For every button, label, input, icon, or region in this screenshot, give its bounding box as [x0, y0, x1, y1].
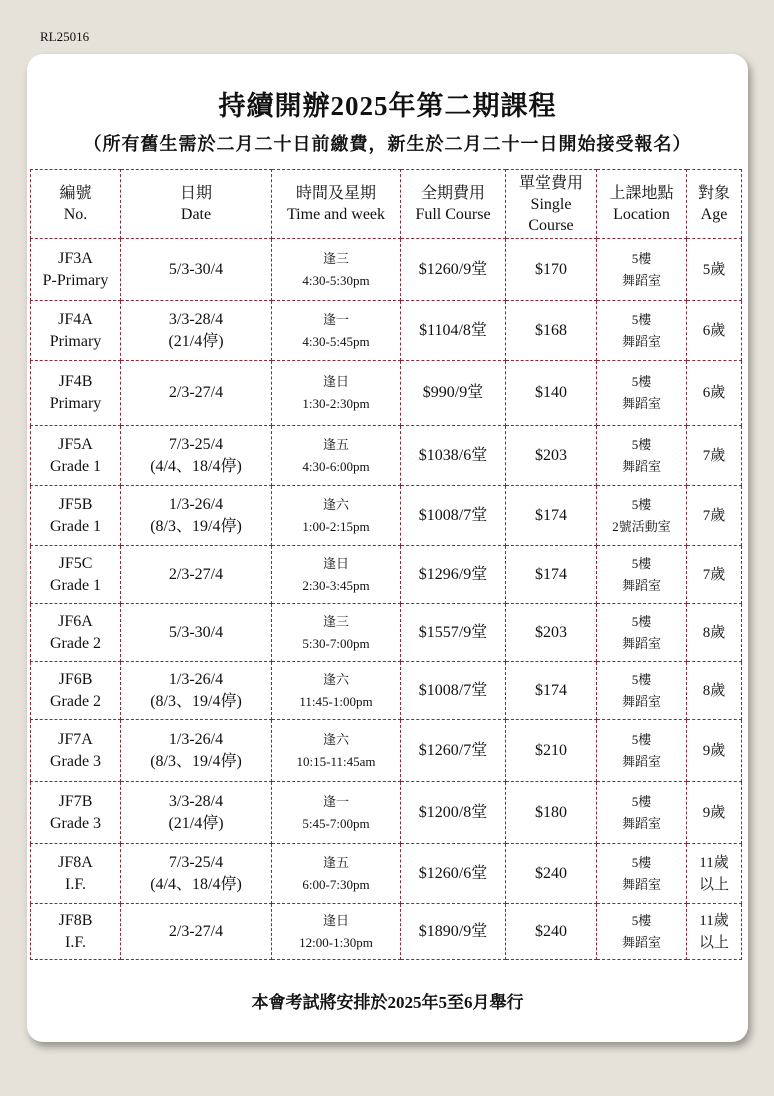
single-course-fee-cell: $240 — [506, 904, 597, 960]
full-course-fee-cell: $1038/6堂 — [401, 426, 506, 486]
course-schedule-table — [30, 169, 742, 960]
single-course-fee-cell: $210 — [506, 720, 597, 782]
location-cell: 5樓 舞蹈室 — [597, 782, 687, 844]
date-cell: 7/3-25/4 (4/4、18/4停) — [121, 844, 272, 904]
full-course-fee-cell: $1890/9堂 — [401, 904, 506, 960]
time-cell: 逢五 6:00-7:30pm — [272, 844, 401, 904]
age-cell: 8歲 — [687, 662, 742, 720]
age-cell: 7歲 — [687, 546, 742, 604]
header-time: 時間及星期 Time and week — [272, 170, 401, 239]
full-course-fee-cell: $990/9堂 — [401, 361, 506, 426]
location-cell: 5樓 舞蹈室 — [597, 426, 687, 486]
full-course-fee-cell: $1104/8堂 — [401, 301, 506, 361]
full-course-fee-cell: $1260/9堂 — [401, 239, 506, 301]
enrollment-note: （所有舊生需於二月二十日前繳費，新生於二月二十一日開始接受報名） — [83, 134, 692, 154]
date-cell: 2/3-27/4 — [121, 546, 272, 604]
time-cell: 逢六 10:15-11:45am — [272, 720, 401, 782]
course-code-cell: JF3A P-Primary — [31, 239, 121, 301]
date-cell: 1/3-26/4 (8/3、19/4停) — [121, 720, 272, 782]
location-cell: 5樓 舞蹈室 — [597, 239, 687, 301]
location-cell: 5樓 舞蹈室 — [597, 546, 687, 604]
table-row — [31, 546, 742, 604]
table-row — [31, 604, 742, 662]
date-cell: 3/3-28/4 (21/4停) — [121, 782, 272, 844]
course-code-cell: JF8B I.F. — [31, 904, 121, 960]
age-cell: 7歲 — [687, 426, 742, 486]
full-course-fee-cell: $1260/7堂 — [401, 720, 506, 782]
location-cell: 5樓 舞蹈室 — [597, 301, 687, 361]
course-code-cell: JF6A Grade 2 — [31, 604, 121, 662]
time-cell: 逢日 12:00-1:30pm — [272, 904, 401, 960]
header-no: 編號 No. — [31, 170, 121, 239]
time-cell: 逢六 11:45-1:00pm — [272, 662, 401, 720]
header-age: 對象 Age — [687, 170, 742, 239]
course-code-cell: JF7A Grade 3 — [31, 720, 121, 782]
full-course-fee-cell: $1008/7堂 — [401, 662, 506, 720]
date-cell: 2/3-27/4 — [121, 361, 272, 426]
table-row — [31, 426, 742, 486]
age-cell: 11歲 以上 — [687, 904, 742, 960]
exam-notice: 本會考試將安排於2025年5至6月舉行 — [251, 993, 524, 1012]
time-cell: 逢一 5:45-7:00pm — [272, 782, 401, 844]
table-row — [31, 720, 742, 782]
table-row — [31, 361, 742, 426]
time-cell: 逢日 2:30-3:45pm — [272, 546, 401, 604]
course-code-cell: JF6B Grade 2 — [31, 662, 121, 720]
table-row — [31, 844, 742, 904]
age-cell: 6歲 — [687, 361, 742, 426]
time-cell: 逢三 4:30-5:30pm — [272, 239, 401, 301]
full-course-fee-cell: $1200/8堂 — [401, 782, 506, 844]
table-header-row — [31, 170, 742, 239]
full-course-fee-cell: $1260/6堂 — [401, 844, 506, 904]
header-date: 日期 Date — [121, 170, 272, 239]
table-row — [31, 904, 742, 960]
age-cell: 9歲 — [687, 720, 742, 782]
location-cell: 5樓 舞蹈室 — [597, 662, 687, 720]
course-notice-card — [27, 54, 748, 1042]
location-cell: 5樓 舞蹈室 — [597, 904, 687, 960]
date-cell: 3/3-28/4 (21/4停) — [121, 301, 272, 361]
age-cell: 6歲 — [687, 301, 742, 361]
single-course-fee-cell: $180 — [506, 782, 597, 844]
table-row — [31, 782, 742, 844]
age-cell: 7歲 — [687, 486, 742, 546]
date-cell: 7/3-25/4 (4/4、18/4停) — [121, 426, 272, 486]
table-row — [31, 301, 742, 361]
full-course-fee-cell: $1008/7堂 — [401, 486, 506, 546]
age-cell: 11歲 以上 — [687, 844, 742, 904]
single-course-fee-cell: $140 — [506, 361, 597, 426]
age-cell: 8歲 — [687, 604, 742, 662]
course-code-cell: JF5C Grade 1 — [31, 546, 121, 604]
time-cell: 逢六 1:00-2:15pm — [272, 486, 401, 546]
course-code-cell: JF4B Primary — [31, 361, 121, 426]
header-full-course: 全期費用 Full Course — [401, 170, 506, 239]
table-row — [31, 662, 742, 720]
document-code: RL25016 — [40, 29, 90, 44]
full-course-fee-cell: $1296/9堂 — [401, 546, 506, 604]
single-course-fee-cell: $174 — [506, 486, 597, 546]
course-code-cell: JF5B Grade 1 — [31, 486, 121, 546]
location-cell: 5樓 舞蹈室 — [597, 361, 687, 426]
course-code-cell: JF5A Grade 1 — [31, 426, 121, 486]
header-single-course: 單堂費用 Single Course — [506, 170, 597, 239]
table-row — [31, 486, 742, 546]
course-code-cell: JF8A I.F. — [31, 844, 121, 904]
location-cell: 5樓 舞蹈室 — [597, 844, 687, 904]
date-cell: 2/3-27/4 — [121, 904, 272, 960]
course-code-cell: JF7B Grade 3 — [31, 782, 121, 844]
full-course-fee-cell: $1557/9堂 — [401, 604, 506, 662]
date-cell: 1/3-26/4 (8/3、19/4停) — [121, 486, 272, 546]
single-course-fee-cell: $174 — [506, 662, 597, 720]
single-course-fee-cell: $203 — [506, 426, 597, 486]
page-title: 持續開辦2025年第二期課程 — [218, 91, 557, 121]
time-cell: 逢日 1:30-2:30pm — [272, 361, 401, 426]
time-cell: 逢三 5:30-7:00pm — [272, 604, 401, 662]
age-cell: 5歲 — [687, 239, 742, 301]
single-course-fee-cell: $174 — [506, 546, 597, 604]
single-course-fee-cell: $170 — [506, 239, 597, 301]
location-cell: 5樓 2號活動室 — [597, 486, 687, 546]
course-code-cell: JF4A Primary — [31, 301, 121, 361]
location-cell: 5樓 舞蹈室 — [597, 720, 687, 782]
header-location: 上課地點 Location — [597, 170, 687, 239]
table-row — [31, 239, 742, 301]
single-course-fee-cell: $168 — [506, 301, 597, 361]
date-cell: 5/3-30/4 — [121, 239, 272, 301]
date-cell: 5/3-30/4 — [121, 604, 272, 662]
location-cell: 5樓 舞蹈室 — [597, 604, 687, 662]
time-cell: 逢五 4:30-6:00pm — [272, 426, 401, 486]
time-cell: 逢一 4:30-5:45pm — [272, 301, 401, 361]
single-course-fee-cell: $240 — [506, 844, 597, 904]
single-course-fee-cell: $203 — [506, 604, 597, 662]
age-cell: 9歲 — [687, 782, 742, 844]
date-cell: 1/3-26/4 (8/3、19/4停) — [121, 662, 272, 720]
